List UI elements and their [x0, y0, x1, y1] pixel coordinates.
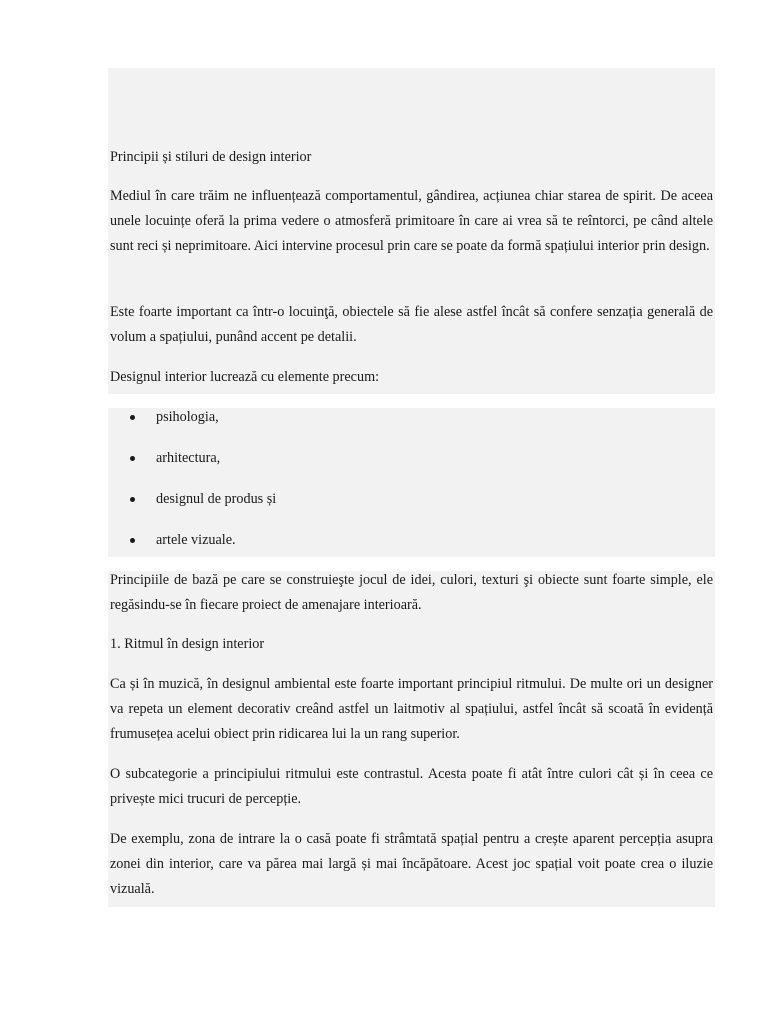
paragraph: Mediul în care trăim ne influențează comportamentul, gândirea, acțiunea chiar starea de spirit. De aceea unele locuințe oferă la prima vedere o atmosferă primitoare în care ai vrea să te reîntorci, pe când altele sunt reci și neprimitoare. Aici intervine procesul prin care se poate da formă spațiului interior prin design. [110, 188, 713, 254]
list-item [128, 446, 688, 487]
bullet-icon [130, 415, 135, 420]
list-item [128, 528, 688, 569]
section-heading: 1. Ritmul în design interior [110, 636, 265, 652]
list-item [128, 405, 688, 446]
paragraph: O subcategorie a principiului ritmului este contrastul. Acesta poate fi atât între culori cât și în ceea ce privește mici trucuri de percepție. [110, 766, 713, 807]
list-item [128, 487, 688, 528]
bullet-icon [130, 456, 135, 461]
list-item-text: psihologia, [156, 409, 219, 425]
list-item-text: arhitectura, [156, 450, 221, 466]
paragraph: Designul interior lucrează cu elemente precum: [110, 369, 380, 385]
bullet-icon [130, 497, 135, 502]
bullet-list [128, 405, 688, 569]
paragraph: Principiile de bază pe care se construieşte jocul de idei, culori, texturi şi obiecte sunt foarte simple, ele regăsindu-se în fiecare proiect de amenajare interioară. [110, 572, 713, 613]
paragraph: Ca și în muzică, în designul ambiental este foarte important principiul ritmului. De multe ori un designer va repeta un element decorativ creând astfel un laitmotiv al spațiului, astfel încât să scoată în evidență frumusețea acelui obiect prin ridicarea lui la un rang superior. [110, 676, 713, 742]
list-item-text: artele vizuale. [156, 532, 236, 548]
bullet-icon [130, 538, 135, 543]
document-title: Principii și stiluri de design interior [110, 149, 312, 165]
list-item-text: designul de produs și [156, 491, 277, 507]
paragraph: Este foarte important ca într-o locuinţă, obiectele să fie alese astfel încât să confere senzația generală de volum a spațiului, punând accent pe detalii. [110, 304, 713, 345]
paragraph: De exemplu, zona de intrare la o casă poate fi strâmtată spațial pentru a crește aparent percepția asupra zonei din interior, care va părea mai largă și mai încăpătoare. Acest joc spațial voit poate crea o iluzie vizuală. [110, 831, 713, 897]
